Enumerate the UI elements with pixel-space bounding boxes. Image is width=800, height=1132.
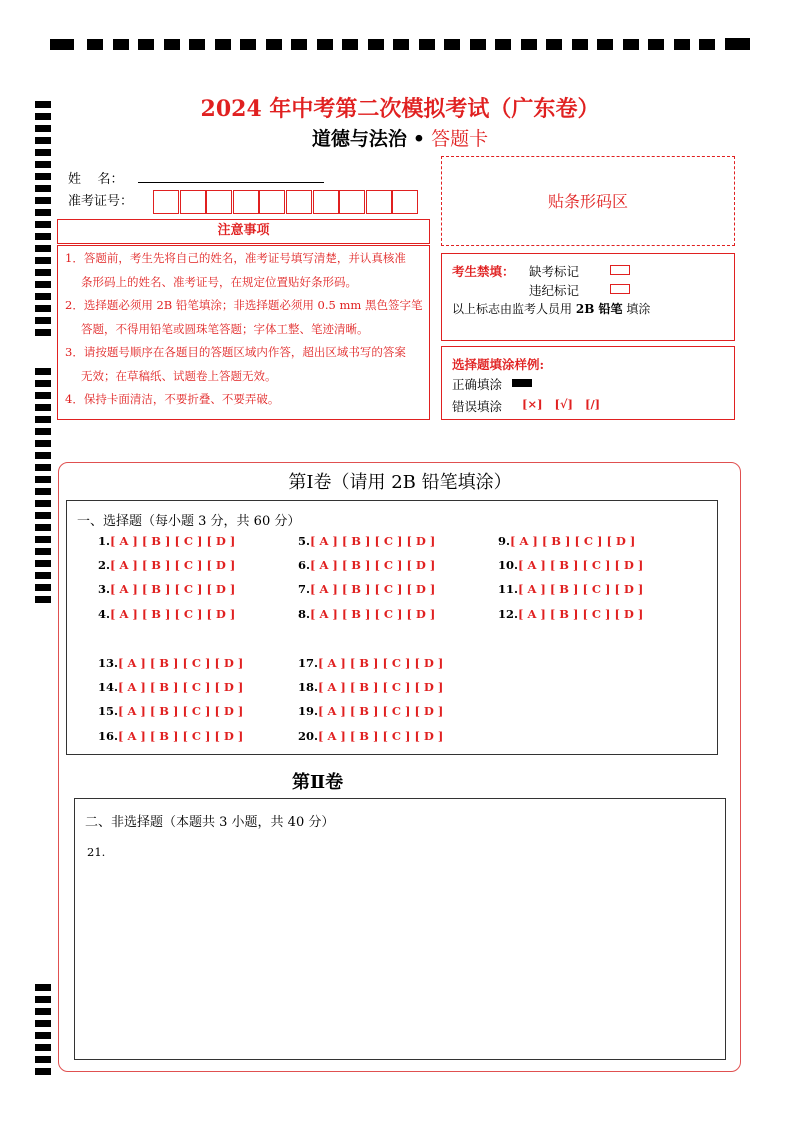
exam-id-digit-box[interactable] xyxy=(259,190,285,214)
timing-mark xyxy=(215,39,231,50)
answer-options[interactable]: [ A ] [ B ] [ C ] [ D ] xyxy=(110,606,236,621)
timing-mark xyxy=(291,39,307,50)
question-number: 10. xyxy=(498,558,519,573)
notice-box xyxy=(57,245,430,420)
question-number: 8. xyxy=(298,606,311,621)
timing-mark xyxy=(470,39,486,50)
name-label: 姓 名： xyxy=(68,172,124,187)
timing-mark xyxy=(35,173,51,180)
answer-options[interactable]: [ A ] [ B ] [ C ] [ D ] xyxy=(118,680,244,695)
timing-mark xyxy=(648,39,664,50)
timing-mark xyxy=(35,1020,51,1027)
exam-id-digit-box[interactable] xyxy=(286,190,312,214)
timing-mark xyxy=(35,440,51,447)
question-number: 6. xyxy=(298,558,311,573)
timing-mark xyxy=(35,221,51,228)
answer-options[interactable]: [ A ] [ B ] [ C ] [ D ] xyxy=(118,704,244,719)
timing-mark xyxy=(35,368,51,375)
wrong-mark: [√] xyxy=(554,397,573,411)
question-21-label: 21. xyxy=(87,845,106,859)
forbidden-note-b: 2B 铅笔 xyxy=(575,302,623,316)
page-subtitle xyxy=(0,124,800,151)
question-number: 19. xyxy=(298,704,319,719)
timing-mark xyxy=(35,209,51,216)
answer-options[interactable]: [ A ] [ B ] [ C ] [ D ] xyxy=(118,656,244,670)
timing-mark xyxy=(35,416,51,423)
timing-mark xyxy=(35,500,51,507)
choice-question xyxy=(298,704,443,718)
timing-mark xyxy=(164,39,180,50)
choice-question xyxy=(498,558,643,572)
barcode-area-label: 贴条形码区 xyxy=(547,192,628,211)
forbidden-note-a: 以上标志由监考人员用 xyxy=(452,302,573,316)
forbidden-note-c: 填涂 xyxy=(626,302,651,316)
question-number: 17. xyxy=(298,656,319,670)
choice-question xyxy=(98,704,243,718)
violation-checkbox[interactable] xyxy=(610,284,630,294)
question-number: 5. xyxy=(298,534,311,548)
timing-mark xyxy=(35,293,51,300)
choice-question xyxy=(298,729,443,743)
exam-id-digit-box[interactable] xyxy=(392,190,418,214)
answer-options[interactable]: [ A ] [ B ] [ C ] [ D ] xyxy=(310,606,436,621)
absent-label: 缺考标记 xyxy=(529,264,580,279)
timing-mark xyxy=(35,161,51,168)
question-number: 15. xyxy=(98,704,119,719)
answer-options[interactable]: [ A ] [ B ] [ C ] [ D ] xyxy=(518,606,644,621)
wrong-mark: [×] xyxy=(522,397,543,411)
timing-mark xyxy=(393,39,409,50)
timing-mark xyxy=(623,39,639,50)
question-number: 18. xyxy=(298,680,319,695)
question-number: 16. xyxy=(98,728,119,743)
choice-question xyxy=(98,607,235,621)
choice-question xyxy=(98,680,243,694)
forbidden-box xyxy=(441,253,735,341)
question-number: 20. xyxy=(298,728,319,743)
choice-question xyxy=(498,534,635,548)
forbidden-note xyxy=(452,300,650,317)
timing-mark xyxy=(35,269,51,276)
answer-options[interactable]: [ A ] [ B ] [ C ] [ D ] xyxy=(318,656,444,670)
wrong-mark: [/] xyxy=(585,397,601,411)
answer-options[interactable]: [ A ] [ B ] [ C ] [ D ] xyxy=(310,582,436,597)
exam-id-digit-box[interactable] xyxy=(180,190,206,214)
choice-question xyxy=(98,656,243,670)
forbidden-title: 考生禁填： xyxy=(452,264,515,279)
answer-options[interactable]: [ A ] [ B ] [ C ] [ D ] xyxy=(510,534,636,548)
timing-mark xyxy=(674,39,690,50)
timing-mark xyxy=(35,257,51,264)
timing-mark xyxy=(495,39,511,50)
exam-id-label: 准考证号： xyxy=(68,194,134,209)
name-field[interactable] xyxy=(138,182,324,183)
exam-id-digit-box[interactable] xyxy=(206,190,232,214)
subtitle-separator: • xyxy=(412,128,426,150)
timing-mark xyxy=(35,596,51,603)
choice-section-title: 一、选择题（每小题 3 分，共 60 分） xyxy=(77,514,301,529)
notice-title: 注意事项 xyxy=(217,223,270,238)
timing-mark xyxy=(35,524,51,531)
timing-mark xyxy=(546,39,562,50)
timing-mark xyxy=(35,512,51,519)
timing-mark xyxy=(572,39,588,50)
exam-id-digit-box[interactable] xyxy=(313,190,339,214)
question-number: 4. xyxy=(98,606,111,621)
barcode-area xyxy=(441,156,735,246)
timing-mark xyxy=(317,39,333,50)
timing-mark xyxy=(35,305,51,312)
choice-question xyxy=(98,729,243,743)
choice-question xyxy=(298,582,435,596)
correct-fill-label: 正确填涂 xyxy=(452,377,503,392)
timing-mark xyxy=(35,233,51,240)
timing-mark xyxy=(35,452,51,459)
timing-mark xyxy=(35,404,51,411)
answer-card-label: 答题卡 xyxy=(431,128,489,150)
notice-line: 4．保持卡面清洁，不要折叠、不要弄破。 xyxy=(65,392,280,406)
notice-line: 2．选择题必须用 2B 铅笔填涂；非选择题必须用 0.5 mm 黑色签字笔 xyxy=(65,298,423,312)
timing-mark xyxy=(35,584,51,591)
notice-line: 条形码上的姓名、准考证号，在规定位置贴好条形码。 xyxy=(81,274,357,289)
timing-mark xyxy=(419,39,435,50)
timing-mark xyxy=(87,39,103,50)
timing-mark xyxy=(342,39,358,50)
answer-options[interactable]: [ A ] [ B ] [ C ] [ D ] xyxy=(110,582,236,597)
part2-title: 第Ⅱ卷 xyxy=(292,772,344,793)
timing-mark xyxy=(189,39,205,50)
absent-checkbox[interactable] xyxy=(610,265,630,275)
timing-mark xyxy=(35,317,51,324)
notice-line: 1．答题前，考生先将自己的姓名，准考证号填写清楚，并认真核准 xyxy=(65,251,406,265)
timing-mark xyxy=(725,38,750,50)
answer-options[interactable]: [ A ] [ B ] [ C ] [ D ] xyxy=(310,558,436,573)
choice-question xyxy=(98,582,235,596)
timing-mark xyxy=(444,39,460,50)
timing-mark xyxy=(35,984,51,991)
choice-question xyxy=(298,656,443,670)
notice-title-box xyxy=(57,219,430,244)
question-number: 13. xyxy=(98,656,119,670)
wrong-fill-samples xyxy=(522,397,600,411)
timing-mark xyxy=(35,548,51,555)
choice-question xyxy=(298,680,443,694)
timing-mark xyxy=(699,39,715,50)
timing-mark xyxy=(35,185,51,192)
timing-mark xyxy=(35,197,51,204)
correct-fill-sample xyxy=(512,379,532,387)
timing-mark xyxy=(35,1008,51,1015)
timing-mark xyxy=(597,39,613,50)
answer-options[interactable]: [ A ] [ B ] [ C ] [ D ] xyxy=(518,558,644,573)
fill-sample-title: 选择题填涂样例: xyxy=(452,357,545,372)
choice-question xyxy=(98,558,235,572)
timing-mark xyxy=(35,536,51,543)
answer-options[interactable]: [ A ] [ B ] [ C ] [ D ] xyxy=(310,534,436,548)
question-number: 11. xyxy=(498,582,519,597)
answer-options[interactable]: [ A ] [ B ] [ C ] [ D ] xyxy=(318,728,444,743)
timing-mark xyxy=(35,572,51,579)
timing-mark xyxy=(50,39,74,50)
question-number: 12. xyxy=(498,606,519,621)
wrong-fill-label: 错误填涂 xyxy=(452,399,503,414)
answer-options[interactable]: [ A ] [ B ] [ C ] [ D ] xyxy=(518,582,644,597)
notice-line: 3．请按题号顺序在各题目的答题区域内作答，超出区域书写的答案 xyxy=(65,345,406,359)
choice-question xyxy=(498,607,643,621)
choice-question xyxy=(98,534,235,548)
question-number: 3. xyxy=(98,582,111,597)
timing-mark xyxy=(138,39,154,50)
timing-mark xyxy=(521,39,537,50)
timing-mark xyxy=(35,281,51,288)
timing-mark xyxy=(240,39,256,50)
answer-options[interactable]: [ A ] [ B ] [ C ] [ D ] xyxy=(110,534,236,548)
timing-mark xyxy=(113,39,129,50)
choice-question xyxy=(498,582,643,596)
subject-name: 道德与法治 xyxy=(311,128,407,150)
question-21-answer-area[interactable] xyxy=(85,865,715,1050)
violation-label: 违纪标记 xyxy=(529,283,580,298)
essay-section-title: 二、非选择题（本题共 3 小题，共 40 分） xyxy=(85,815,335,830)
choice-question xyxy=(298,607,435,621)
exam-id-digit-box[interactable] xyxy=(153,190,179,214)
exam-id-digit-box[interactable] xyxy=(366,190,392,214)
notice-line: 答题，不得用铅笔或圆珠笔答题；字体工整、笔迹清晰。 xyxy=(81,321,369,336)
timing-mark xyxy=(35,428,51,435)
question-number: 1. xyxy=(98,534,111,548)
timing-mark xyxy=(368,39,384,50)
choice-question xyxy=(298,534,435,548)
question-number: 7. xyxy=(298,582,311,597)
timing-mark xyxy=(35,1056,51,1063)
timing-mark xyxy=(35,560,51,567)
timing-mark xyxy=(35,1044,51,1051)
answer-options[interactable]: [ A ] [ B ] [ C ] [ D ] xyxy=(318,704,444,719)
timing-mark xyxy=(35,380,51,387)
timing-mark xyxy=(35,329,51,336)
timing-mark xyxy=(35,392,51,399)
timing-mark xyxy=(35,996,51,1003)
answer-options[interactable]: [ A ] [ B ] [ C ] [ D ] xyxy=(110,558,236,573)
exam-id-digit-box[interactable] xyxy=(233,190,259,214)
timing-mark xyxy=(35,245,51,252)
question-number: 9. xyxy=(498,534,511,548)
question-number: 14. xyxy=(98,680,119,695)
choice-question xyxy=(298,558,435,572)
exam-id-digit-box[interactable] xyxy=(339,190,365,214)
notice-line: 无效；在草稿纸、试题卷上答题无效。 xyxy=(81,368,277,383)
question-number: 2. xyxy=(98,558,111,573)
page-title: 2024 年中考第二次模拟考试（广东卷） xyxy=(200,96,600,122)
part1-title: 第Ⅰ卷（请用 2B 铅笔填涂） xyxy=(288,472,512,493)
fill-sample-box xyxy=(441,346,735,420)
answer-options[interactable]: [ A ] [ B ] [ C ] [ D ] xyxy=(118,728,244,743)
timing-mark xyxy=(266,39,282,50)
timing-mark xyxy=(35,1068,51,1075)
answer-options[interactable]: [ A ] [ B ] [ C ] [ D ] xyxy=(318,680,444,695)
timing-mark xyxy=(35,1032,51,1039)
essay-section-box xyxy=(74,798,726,1060)
